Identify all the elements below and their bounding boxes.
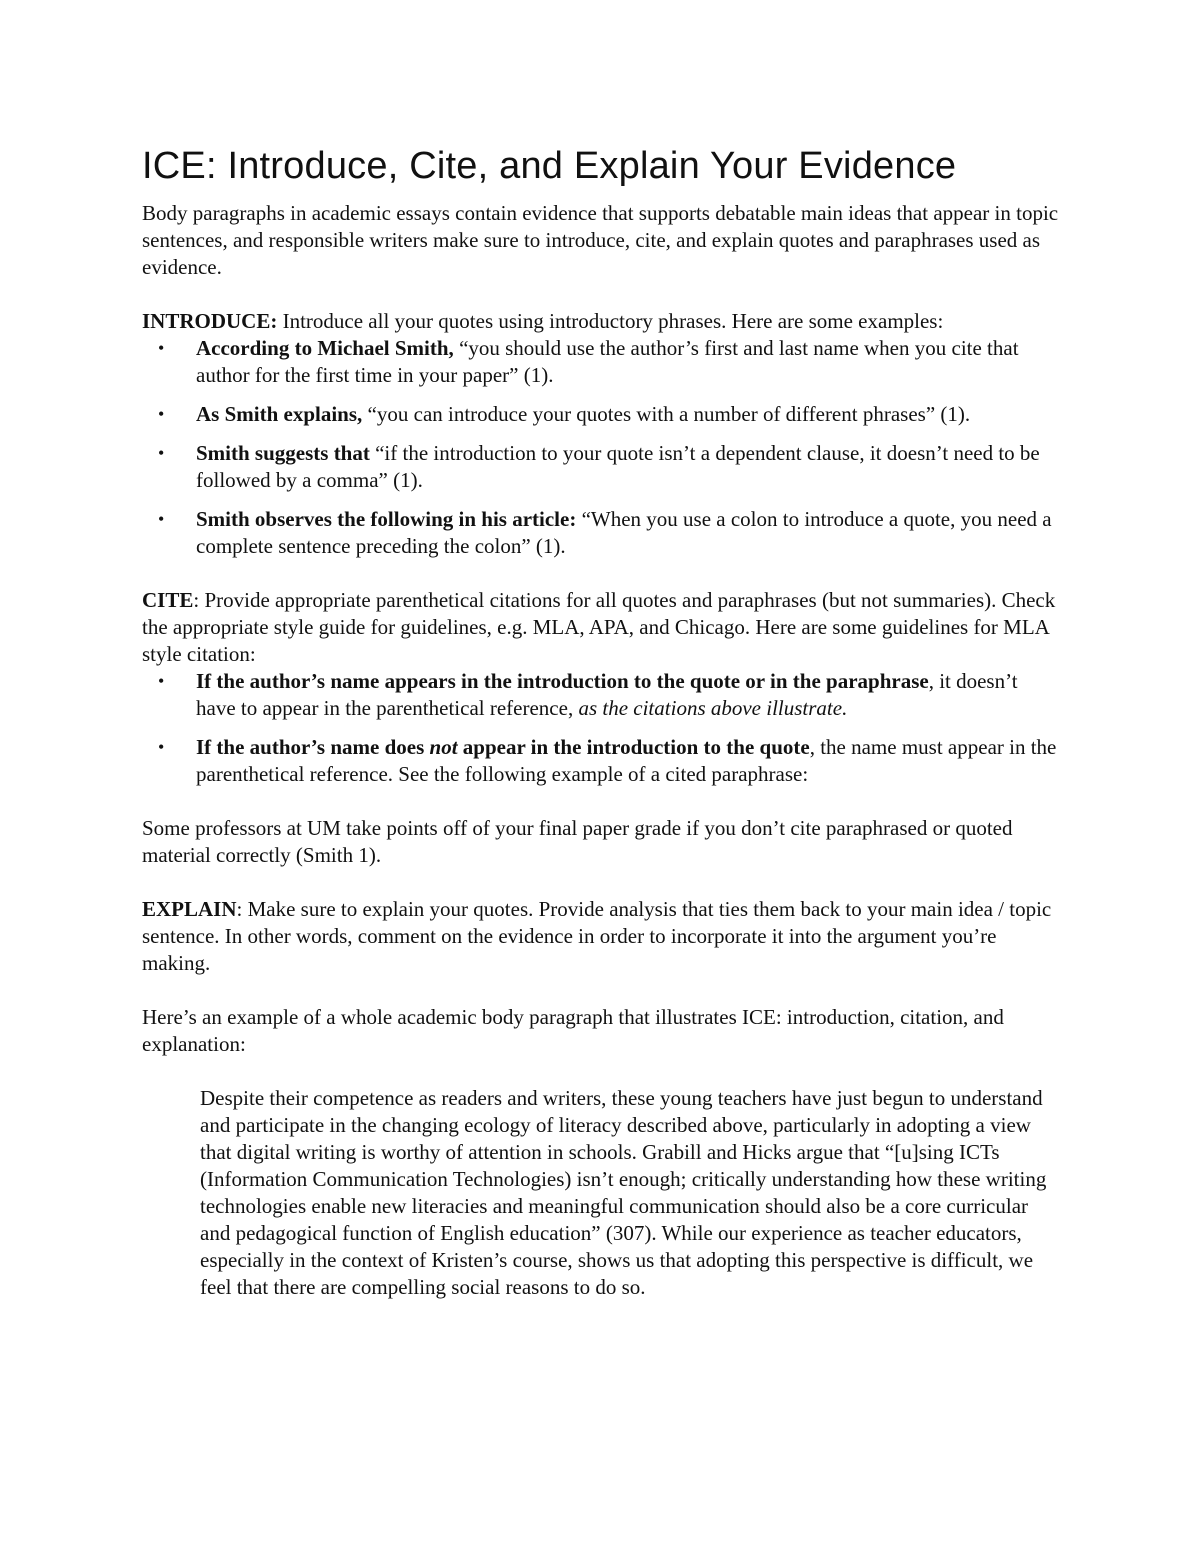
- example-lead: Smith suggests that: [196, 441, 370, 465]
- guideline-lead-part: appear in the introduction to the quote: [457, 735, 810, 759]
- example-body-paragraph: Despite their competence as readers and writers, these young teachers have just begun to understand and participate in the changing ecology of literacy described above, particularly in adopting a view that digital writing is worthy of attention in schools. Grabill and Hicks argue that “[u]sing ICTs (Information Communication Technologies) isn’t enough; critically understanding how these writing technologies enable new literacies and meaningful communication should also be a core curricular and pedagogical function of English education” (307). While our experience as teacher educators, especially in the context of Kristen’s course, shows us that adopting this perspective is difficult, we feel that there are compelling social reasons to do so.: [200, 1086, 1047, 1299]
- example-lead: Smith observes the following in his article:: [196, 507, 577, 531]
- guideline-text: , it doesn’t have to appear in the parenthetical reference,: [196, 669, 1018, 720]
- introduce-label: INTRODUCE:: [142, 309, 278, 333]
- bullet-icon: •: [158, 671, 165, 691]
- cite-paragraph: [142, 587, 1062, 668]
- guideline-lead: If the author’s name appears in the introduction to the quote or in the paraphrase: [196, 669, 929, 693]
- example-intro: Here’s an example of a whole academic body paragraph that illustrates ICE: introduction, citation, and explanation:: [142, 1005, 1004, 1056]
- introduce-text: Introduce all your quotes using introductory phrases. Here are some examples:: [277, 309, 944, 333]
- list-item: [142, 734, 1062, 788]
- bullet-icon: •: [158, 404, 165, 424]
- bullet-icon: •: [158, 737, 165, 757]
- list-item: [142, 335, 1062, 389]
- intro-paragraph: Body paragraphs in academic essays contain evidence that supports debatable main ideas that appear in topic sentences, and responsible writers make sure to introduce, cite, and explain quotes and paraphrases used as evidence.: [142, 201, 1059, 279]
- document-page: [142, 142, 1062, 1328]
- guideline-italic: as the citations above illustrate.: [578, 696, 848, 720]
- example-lead: According to Michael Smith,: [196, 336, 454, 360]
- list-item: [142, 668, 1062, 722]
- example-text: “you should use the author’s first and last name when you cite that author for the first time in your paper” (1).: [196, 336, 1019, 387]
- guideline-text: , the name must appear in the parenthetical reference. See the following example of a cited paraphrase:: [196, 735, 1057, 786]
- cite-guidelines-list: [142, 668, 1062, 788]
- cite-label: CITE: [142, 588, 194, 612]
- example-paraphrase: Some professors at UM take points off of your final paper grade if you don’t cite paraphrased or quoted material correctly (Smith 1).: [142, 816, 1013, 867]
- example-text: “When you use a colon to introduce a quote, you need a complete sentence preceding the colon” (1).: [196, 507, 1052, 558]
- list-item: [142, 440, 1062, 494]
- cite-text: : Provide appropriate parenthetical citations for all quotes and paraphrases (but not summaries). Check the appropriate style guide for guidelines, e.g. MLA, APA, and Chicago. Here are some guidelines for MLA style citation:: [142, 588, 1056, 666]
- introduce-heading-line: [142, 308, 1062, 335]
- bullet-icon: •: [158, 338, 165, 358]
- example-text: “if the introduction to your quote isn’t a dependent clause, it doesn’t need to be followed by a comma” (1).: [196, 441, 1040, 492]
- list-item: [142, 401, 1062, 428]
- example-text: “you can introduce your quotes with a number of different phrases” (1).: [362, 402, 971, 426]
- list-item: [142, 506, 1062, 560]
- explain-label: EXPLAIN: [142, 897, 237, 921]
- bullet-icon: •: [158, 443, 165, 463]
- example-lead: As Smith explains,: [196, 402, 363, 426]
- page-title: ICE: Introduce, Cite, and Explain Your Evidence: [142, 145, 957, 187]
- explain-paragraph: [142, 896, 1062, 977]
- guideline-lead: [196, 735, 810, 759]
- guideline-lead-emphasis: not: [429, 735, 458, 759]
- introduce-examples-list: [142, 335, 1062, 560]
- explain-text: : Make sure to explain your quotes. Provide analysis that ties them back to your main idea / topic sentence. In other words, comment on the evidence in order to incorporate it into the argument you’re making.: [142, 897, 1052, 975]
- bullet-icon: •: [158, 509, 165, 529]
- guideline-lead-part: If the author’s name does: [196, 735, 430, 759]
